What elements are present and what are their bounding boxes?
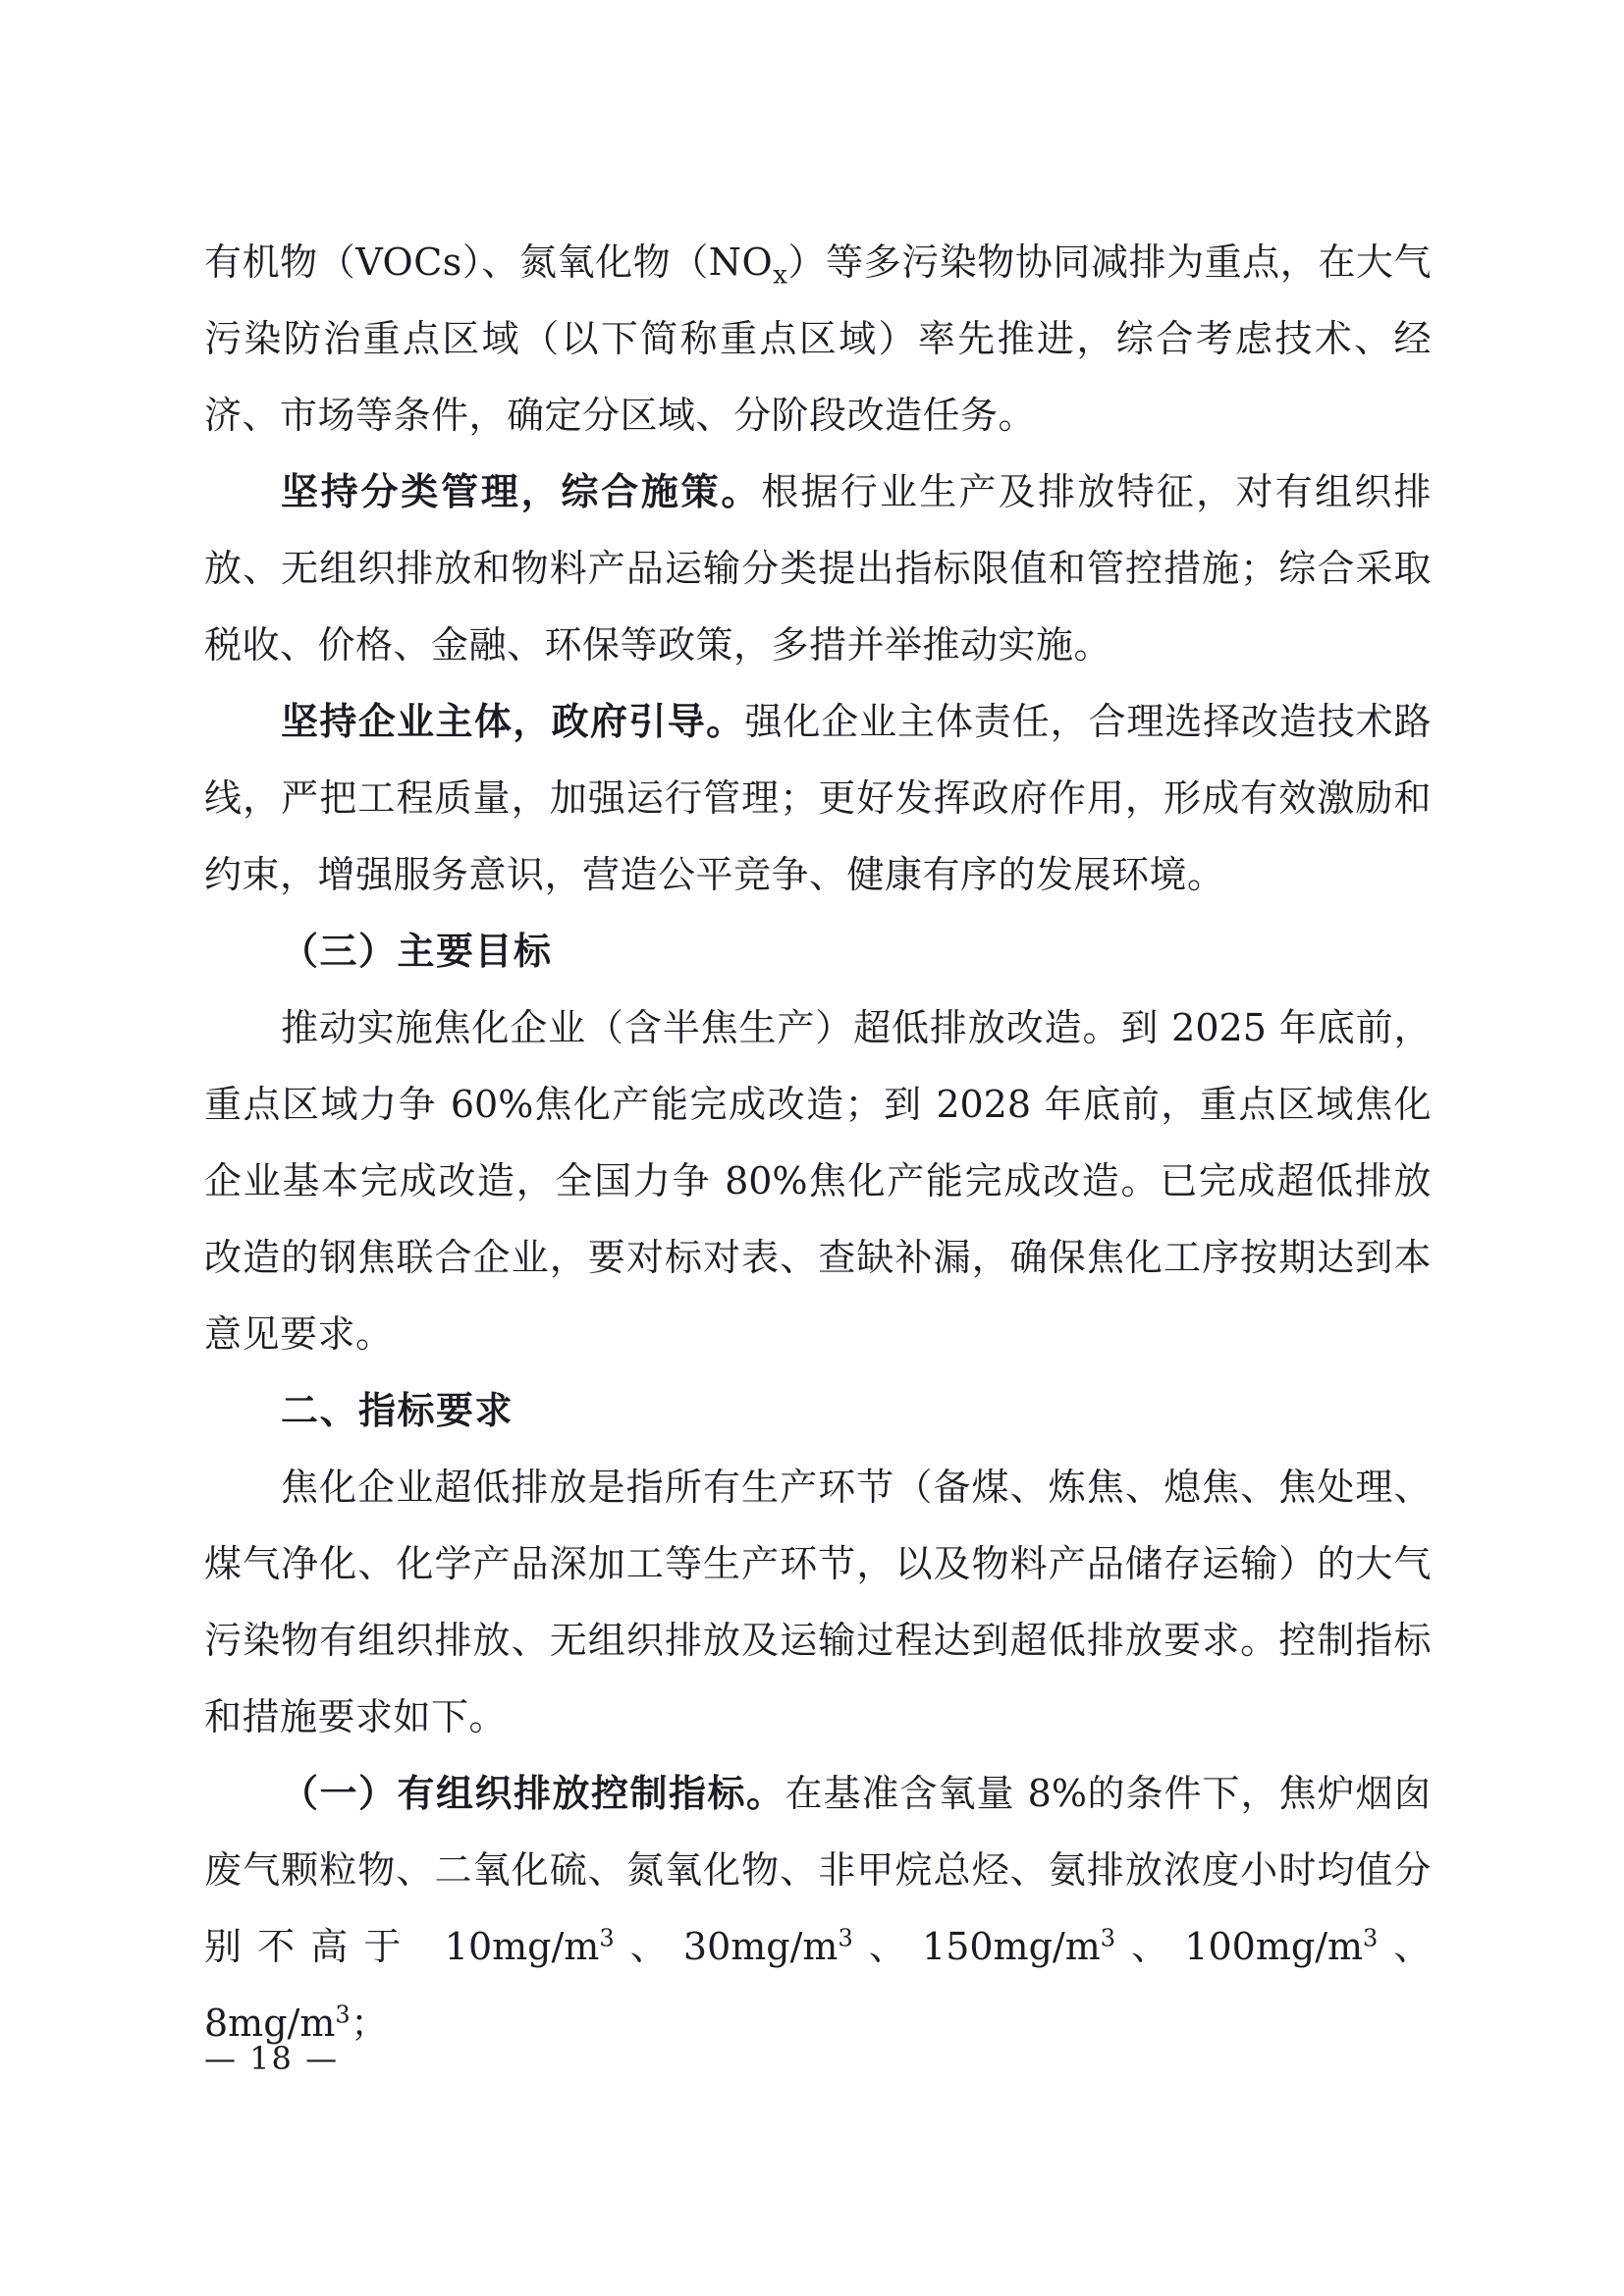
- text-run: 焦化企业超低排放是指所有生产环节（备煤、炼焦、熄焦、焦处理、煤气净化、化学产品深加工等生产环节，以及物料产品储存运输）的大气污染物有组织排放、无组织排放及运输过程达到超低排放要求。控制指标和措施要求如下。: [204, 1466, 1432, 1738]
- text-run: 年底前，重点区域力争: [204, 1006, 1432, 1126]
- text-run: ）等多污染物协同减排为重点，在大气污染防治重点区域（以下简称重点区域）率先推进，综合考虑技术、经济、市场等条件，确定分区域、分阶段改造任务。: [204, 240, 1432, 437]
- numeric-value: 150mg/m: [922, 1925, 1101, 1968]
- heading-text: （三）主要目标: [281, 929, 553, 973]
- numeric-value: 30mg/m: [682, 1925, 839, 1968]
- paragraph-lead: 坚持分类管理，综合施策。: [281, 469, 762, 513]
- text-run: ；: [351, 2002, 389, 2045]
- paragraph-lead: 坚持企业主体，政府引导。: [281, 699, 745, 743]
- superscript: 3: [1100, 1924, 1116, 1952]
- subscript: x: [773, 260, 788, 291]
- text-run: 根据行业生产及排放特征，对有组织排放、无组织排放和物料产品运输分类提出指标限值和管控措施；综合采取税收、价格、金融、环保等政策，多措并举推动实施。: [204, 470, 1432, 667]
- numeric-value: 60%: [450, 1083, 534, 1126]
- numeric-value: 2025: [1171, 1006, 1267, 1049]
- superscript: 3: [1363, 1924, 1379, 1952]
- superscript: 3: [599, 1924, 616, 1952]
- numeric-value: 100mg/m: [1184, 1925, 1364, 1968]
- section-heading: [204, 913, 1432, 989]
- superscript: 3: [335, 2001, 352, 2029]
- paragraph: [204, 224, 1432, 454]
- page-text-body: [204, 224, 1432, 2061]
- text-run: 、: [1115, 1925, 1185, 1968]
- numeric-value: 8mg/m: [204, 2002, 336, 2045]
- numeric-value: 80%: [725, 1159, 808, 1202]
- section-heading: [204, 1372, 1432, 1449]
- text-run: 焦化产能完成改造。已完成超低排放改造的钢焦联合企业，要对标对表、查缺补漏，确保焦化工序按期达到本意见要求。: [204, 1159, 1432, 1356]
- text-run: 、: [615, 1925, 683, 1968]
- paragraph: [204, 1755, 1432, 2061]
- page-number: — 18 —: [204, 2040, 340, 2077]
- numeric-value: 8%: [1027, 1772, 1087, 1815]
- text-run: 年底前，重点区域焦化企业基本完成改造，全国力争: [204, 1083, 1432, 1202]
- paragraph: [204, 1449, 1432, 1755]
- numeric-value: 2028: [936, 1083, 1032, 1126]
- paragraph: [204, 683, 1432, 913]
- text-run: 的条件下，焦炉烟囱废气颗粒物、二氧化硫、氮氧化物、非甲烷总烃、氨排放浓度小时均值分别不高于: [204, 1772, 1432, 1968]
- text-run: 、: [1378, 1925, 1432, 1968]
- numeric-value: 10mg/m: [444, 1925, 600, 1968]
- text-run: 推动实施焦化企业（含半焦生产）超低排放改造。到: [281, 1006, 1172, 1049]
- paragraph: [204, 454, 1432, 683]
- text-run: 强化企业主体责任，合理选择改造技术路线，严把工程质量，加强运行管理；更好发挥政府作用，形成有效激励和约束，增强服务意识，营造公平竞争、健康有序的发展环境。: [204, 700, 1432, 896]
- heading-text: 二、指标要求: [281, 1388, 514, 1432]
- text-run: 在基准含氧量: [785, 1772, 1028, 1815]
- text-run: 焦化产能完成改造；到: [533, 1083, 937, 1126]
- text-run: 有机物（VOCs）、氮氧化物（NO: [204, 240, 774, 284]
- paragraph-lead: （一）有组织排放控制指标。: [281, 1771, 785, 1815]
- paragraph: [204, 989, 1432, 1372]
- text-run: 、: [853, 1925, 923, 1968]
- superscript: 3: [838, 1924, 854, 1952]
